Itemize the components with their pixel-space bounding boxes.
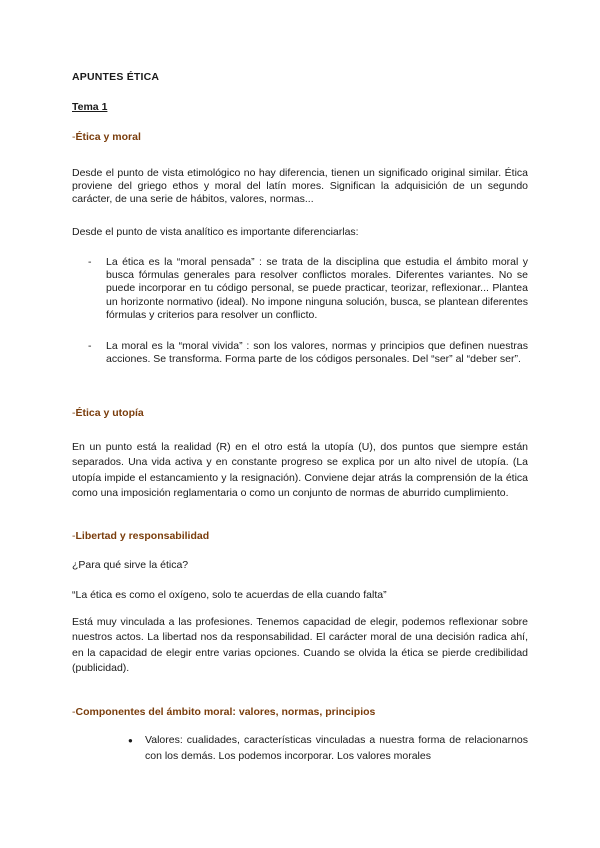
heading-dash: -: [72, 407, 76, 419]
heading-dash: -: [72, 131, 76, 143]
list-item-text: La moral es la “moral vivida” : son los valores, normas y principios que definen nuestras acciones. Se transforma. Forma parte de los códigos personales. Del “ser” al “deber ser”.: [106, 340, 528, 366]
paragraph: En un punto está la realidad (R) en el otro está la utopía (U), dos puntos que siempre están separados. Una vida activa y en constante progreso se explica por un alto nivel de utopía. (La utopía impide el estancamiento y la resignación). Conviene dejar atrás la comprensión de la ética como una imposición reglamentaria o como un conjunto de normas de aburrido cumplimiento.: [72, 441, 528, 499]
heading-text: Libertad y responsabilidad: [75, 530, 210, 542]
bullet-item: [128, 733, 528, 764]
heading-text: Ética y utopía: [75, 407, 144, 419]
paragraph: Desde el punto de vista analítico es importante diferenciarlas:: [72, 226, 359, 238]
section-heading-componentes: [72, 706, 375, 718]
bullet-marker: ●: [128, 736, 133, 745]
section-heading-etica-utopia: [72, 407, 144, 419]
bullet-item-text: Valores: cualidades, características vinculadas a nuestra forma de relacionarnos con los demás. Los podemos incorporar. Los valores morales: [145, 734, 528, 762]
topic-heading: Tema 1: [72, 101, 108, 113]
list-item: [88, 256, 528, 322]
section-heading-etica-moral: [72, 131, 141, 143]
list-item-text: La ética es la “moral pensada” : se trata de la disciplina que estudia el ámbito moral y busca fórmulas generales para resolver conflictos morales. Diferentes variantes. No se puede incorporar en tu código personal, se puede practicar, teorizar, reflexionar... Plantea un horizonte normativo (ideal). No impone ninguna solución, busca, se plantean diferentes fórmulas y criterios para resolver un conflicto.: [106, 256, 528, 321]
list-marker: -: [88, 256, 92, 268]
section-heading-libertad: [72, 530, 209, 542]
heading-text: Ética y moral: [75, 131, 141, 143]
heading-text: Componentes del ámbito moral: valores, normas, principios: [75, 706, 376, 718]
quote-text: “La ética es como el oxígeno, solo te acuerdas de ella cuando falta”: [72, 589, 387, 601]
list-item: [88, 340, 528, 366]
question-text: ¿Para qué sirve la ética?: [72, 559, 189, 571]
paragraph: Está muy vinculada a las profesiones. Tenemos capacidad de elegir, podemos reflexionar sobre nuestros actos. La libertad nos da responsabilidad. El carácter moral de una decisión radica ahí, en la capacidad de elegir entre varias opciones. Cuando se olvida la ética se pierde credibilidad (publicidad).: [72, 616, 528, 674]
paragraph: Desde el punto de vista etimológico no hay diferencia, tienen un significado original similar. Ética proviene del griego ethos y moral del latín mores. Significan la adquisición de un segundo carácter, de una serie de hábitos, valores, normas...: [72, 167, 528, 206]
document-title: APUNTES ÉTICA: [72, 71, 160, 83]
heading-dash: -: [72, 530, 76, 542]
heading-dash: -: [72, 706, 76, 718]
list-marker: -: [88, 340, 92, 352]
